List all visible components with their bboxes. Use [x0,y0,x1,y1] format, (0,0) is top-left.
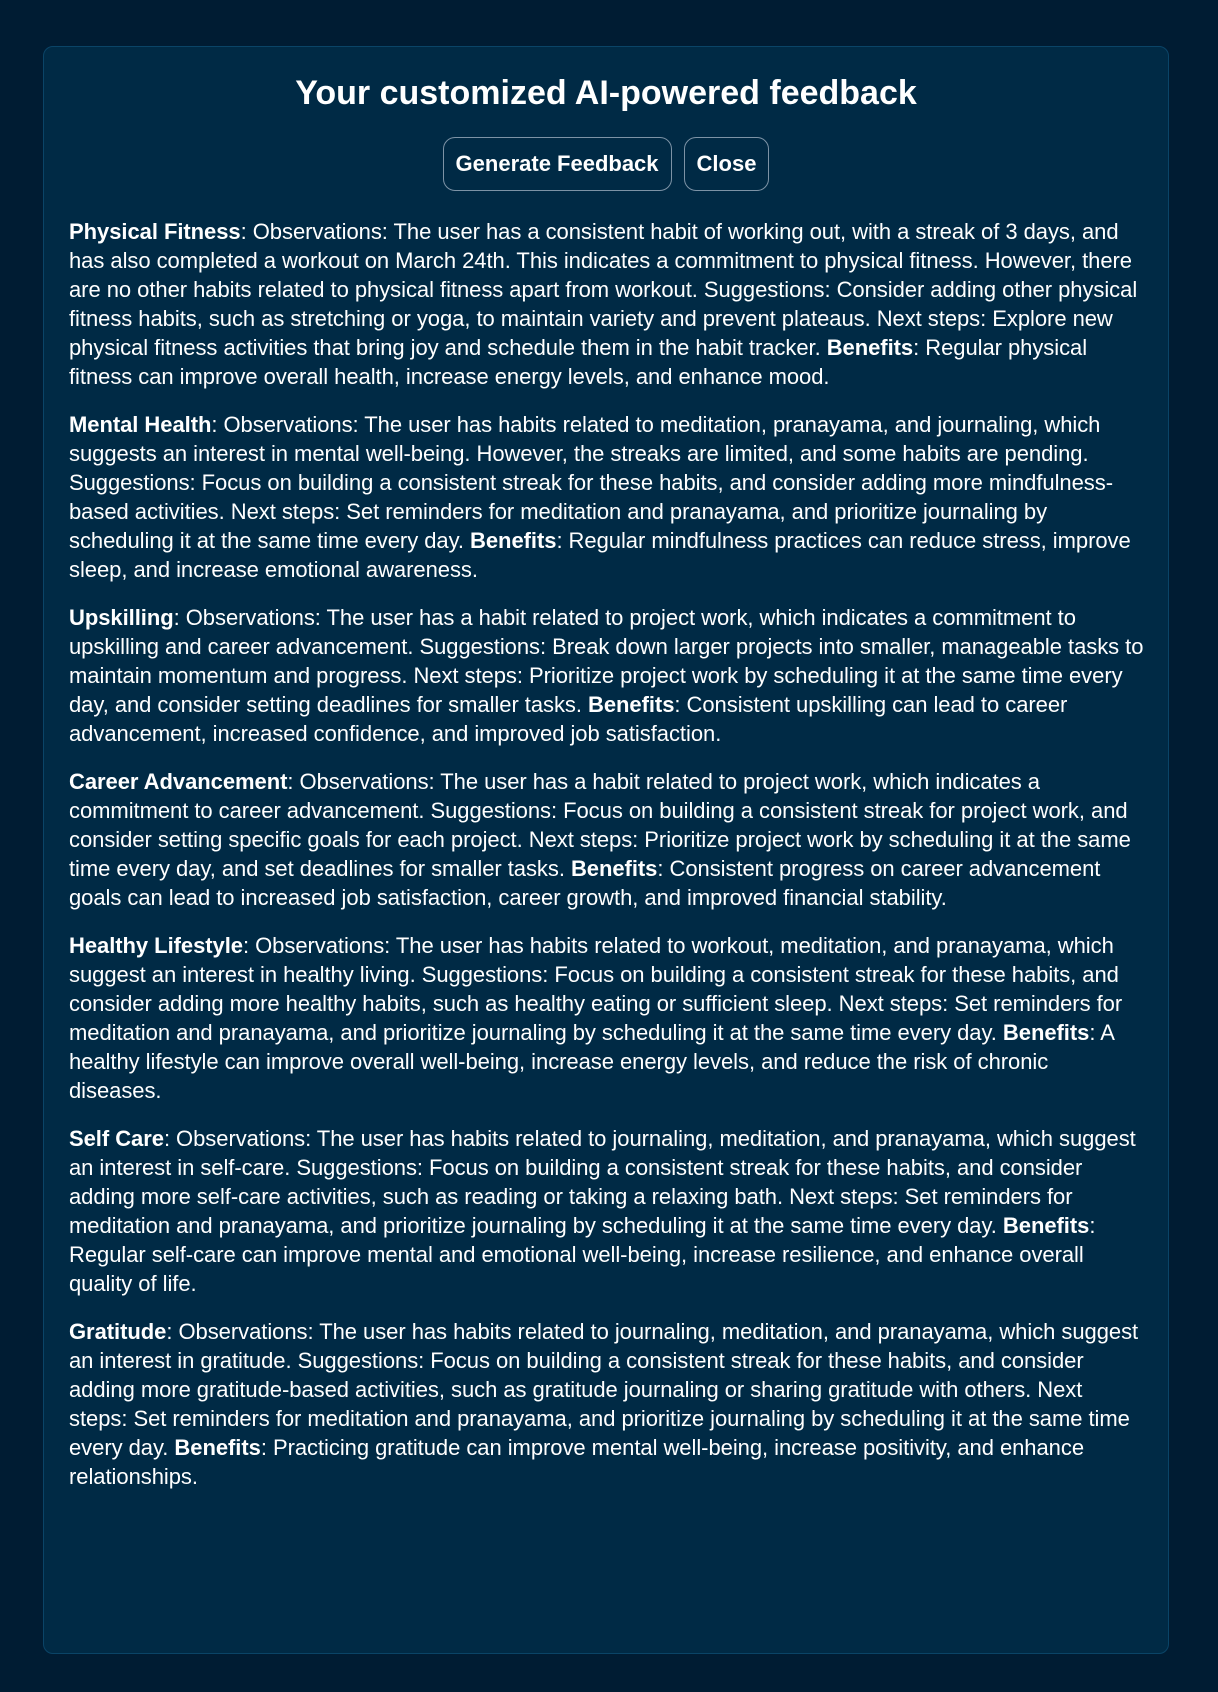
generate-feedback-button[interactable]: Generate Feedback [443,137,672,191]
section-benefits: : Practicing gratitude can improve mental well-being, increase positivity, and enhance relationships. [69,1435,1084,1489]
benefits-label: Benefits [1002,1020,1090,1045]
feedback-content [69,217,1144,1491]
benefits-label: Benefits [826,335,914,360]
section-body: : Observations: The user has habits related to journaling, meditation, and pranayama, which suggest an interest in self-care. Suggestions: Focus on building a consistent streak for these habits, and consider adding more self-care activities, such as reading or taking a relaxing bath. Next steps: Set reminders for meditation and pranayama, and prioritize journaling by scheduling it at the same time every day. [69,1126,1136,1238]
section-body: : Observations: The user has habits related to journaling, meditation, and pranayama, which suggest an interest in gratitude. Suggestions: Focus on building a consistent streak for these habits, and consider adding more gratitude-based activities, such as gratitude journaling or sharing gratitude with others. Next steps: Set reminders for meditation and pranayama, and prioritize journaling by scheduling it at the same time every day. [69,1319,1139,1460]
section-benefits: : Consistent progress on career advancement goals can lead to increased job satisfaction, career growth, and improved financial stability. [69,856,1101,910]
section-benefits: : A healthy lifestyle can improve overall well-being, increase energy levels, and reduce the risk of chronic diseases. [69,1020,1114,1103]
section-heading: Self Care [69,1126,164,1151]
section-body: : Observations: The user has a habit related to project work, which indicates a commitment to career advancement. Suggestions: Focus on building a consistent streak for project work, and consider setting specific goals for each project. Next steps: Prioritize project work by scheduling it at the same time every day, and set deadlines for smaller tasks. [69,769,1131,881]
feedback-modal [43,46,1169,1654]
close-button[interactable]: Close [684,137,770,191]
feedback-section-gratitude [69,1317,1144,1491]
section-heading: Healthy Lifestyle [69,933,243,958]
benefits-label: Benefits [470,528,557,553]
benefits-label: Benefits [588,692,675,717]
section-body: : Observations: The user has a habit related to project work, which indicates a commitment to upskilling and career advancement. Suggestions: Break down larger projects into smaller, manageable tasks to maintain momentum and progress. Next steps: Prioritize project work by scheduling it at the same time every day, and consider setting deadlines for smaller tasks. [69,605,1144,717]
feedback-section-upskilling [69,603,1144,748]
section-benefits: : Regular physical fitness can improve overall health, increase energy levels, and enhance mood. [69,335,1088,389]
section-heading: Mental Health [69,412,212,437]
modal-title: Your customized AI-powered feedback [295,74,917,112]
section-body: : Observations: The user has habits related to workout, meditation, and pranayama, which suggest an interest in healthy living. Suggestions: Focus on building a consistent streak for these habits, and consider adding more healthy habits, such as healthy eating or sufficient sleep. Next steps: Set reminders for meditation and pranayama, and prioritize journaling by scheduling it at the same time every day. [69,933,1123,1045]
section-heading: Career Advancement [69,769,288,794]
modal-actions [44,137,1168,191]
feedback-section-healthy-lifestyle [69,931,1144,1105]
benefits-label: Benefits [570,856,658,881]
feedback-section-physical-fitness [69,217,1144,391]
feedback-section-mental-health [69,410,1144,584]
section-heading: Upskilling [69,605,174,630]
section-benefits: : Regular self-care can improve mental and emotional well-being, increase resilience, and enhance overall quality of life. [69,1213,1096,1296]
section-body: : Observations: The user has a consistent habit of working out, with a streak of 3 days, and has also completed a workout on March 24th. This indicates a commitment to physical fitness. However, there are no other habits related to physical fitness apart from workout. Suggestions: Consider adding other physical fitness habits, such as stretching or yoga, to maintain variety and prevent plateaus. Next steps: Explore new physical fitness activities that bring joy and schedule them in the habit tracker. [69,219,1138,360]
feedback-section-career-advancement [69,767,1144,912]
feedback-section-self-care [69,1124,1144,1298]
section-benefits: : Regular mindfulness practices can reduce stress, improve sleep, and increase emotional awareness. [69,528,1131,582]
benefits-label: Benefits [1002,1213,1090,1238]
section-benefits: : Consistent upskilling can lead to career advancement, increased confidence, and improved job satisfaction. [69,692,1068,746]
benefits-label: Benefits [174,1435,261,1460]
section-heading: Physical Fitness [69,219,241,244]
section-heading: Gratitude [69,1319,167,1344]
section-body: : Observations: The user has habits related to meditation, pranayama, and journaling, which suggests an interest in mental well-being. However, the streaks are limited, and some habits are pending. Suggestions: Focus on building a consistent streak for these habits, and consider adding more mindfulness-based activities. Next steps: Set reminders for meditation and pranayama, and prioritize journaling by scheduling it at the same time every day. [69,412,1113,553]
